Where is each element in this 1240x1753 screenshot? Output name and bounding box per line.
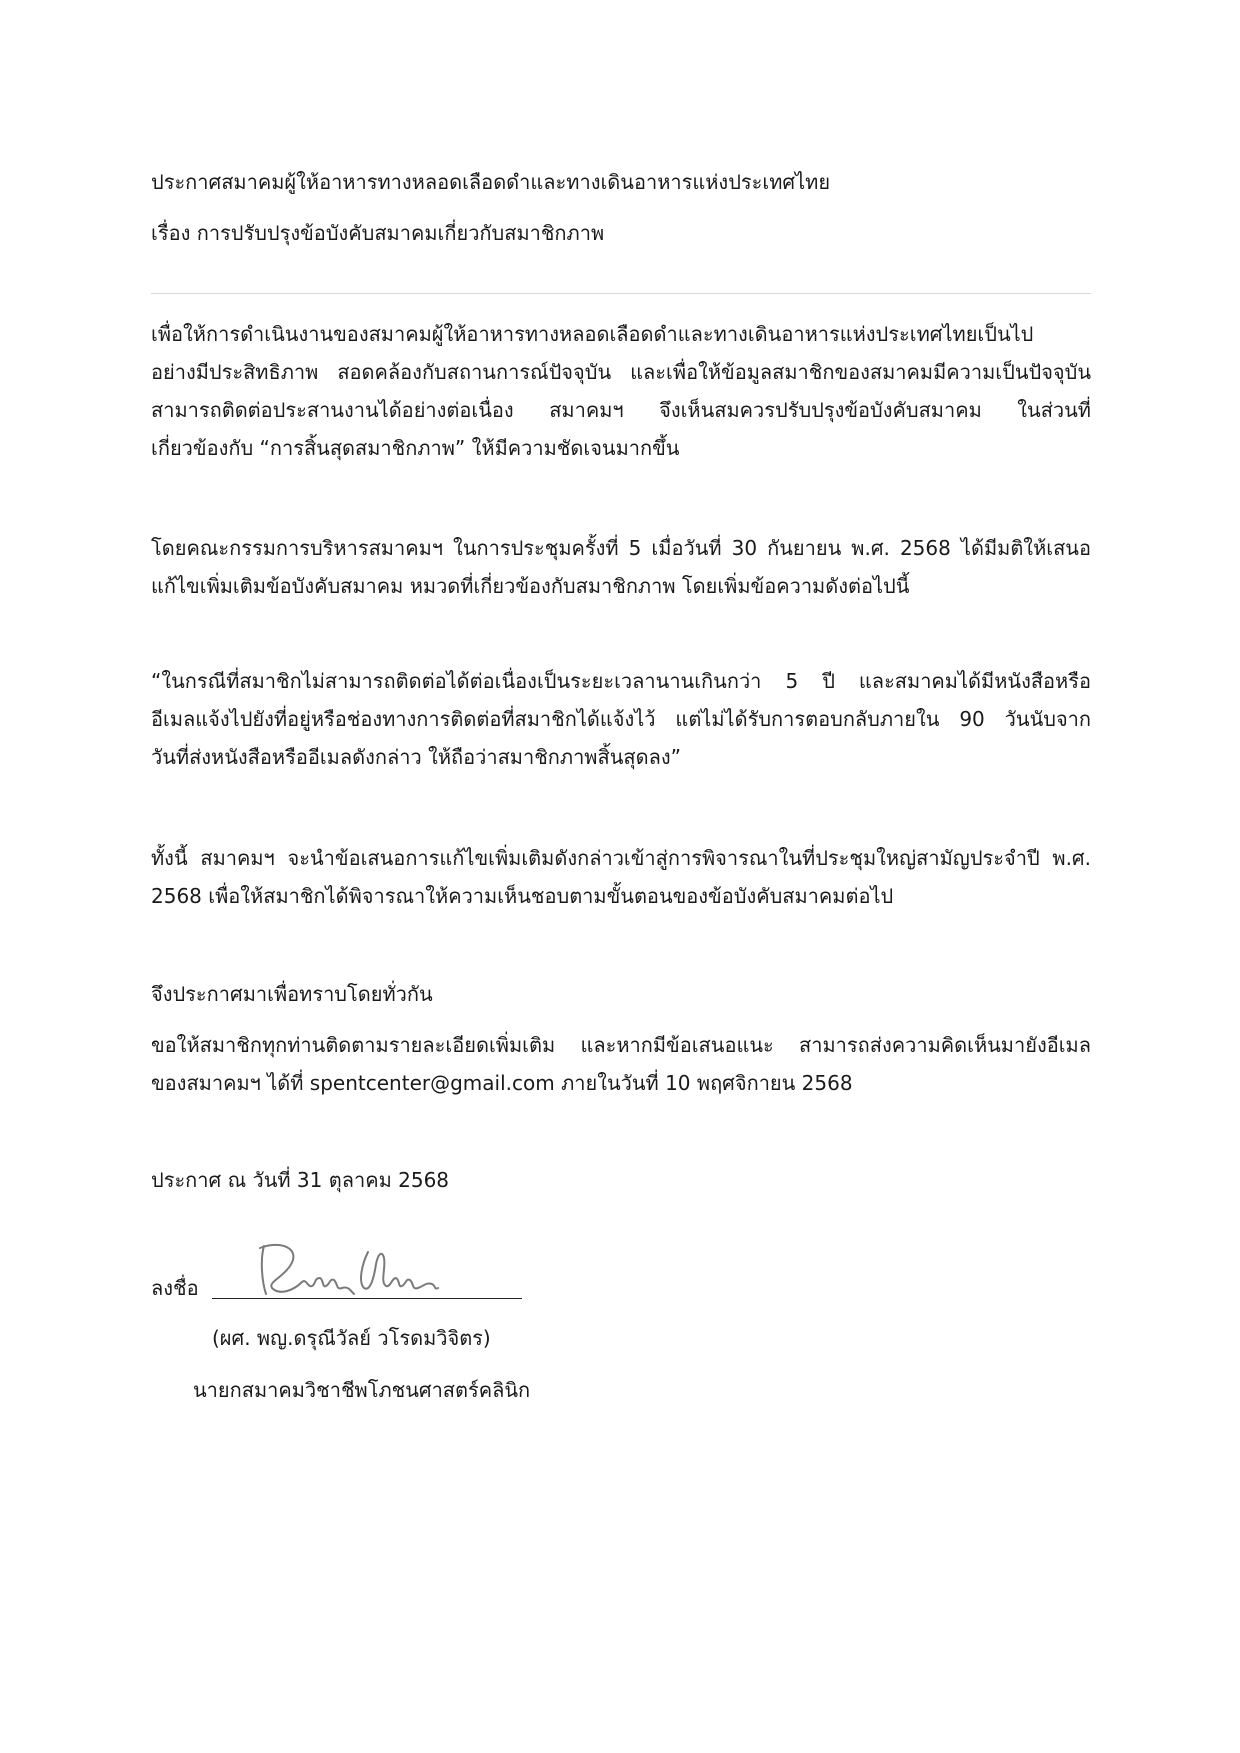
paragraph-2-line-2: แก้ไขเพิ่มเติมข้อบังคับสมาคม หมวดที่เกี่ยวข้องกับสมาชิกภาพ โดยเพิ่มข้อความดังต่อไปนี้ xyxy=(151,574,910,598)
document-title: ประกาศสมาคมผู้ให้อาหารทางหลอดเลือดดำและทางเดินอาหารแห่งประเทศไทย xyxy=(151,170,831,194)
paragraph-4-line-1: ทั้งนี้ สมาคมฯ จะนำข้อเสนอการแก้ไขเพิ่มเติมดังกล่าวเข้าสู่การพิจารณาในที่ประชุมใหญ่สามัญประจำปี พ.ศ. xyxy=(151,846,1091,870)
paragraph-2-line-1: โดยคณะกรรมการบริหารสมาคมฯ ในการประชุมครั้งที่ 5 เมื่อวันที่ 30 กันยายน พ.ศ. 2568 ได้มีมติให้เสนอ xyxy=(151,536,1091,560)
header-divider xyxy=(151,293,1091,294)
handwritten-signature xyxy=(250,1238,440,1304)
signature-line xyxy=(212,1298,522,1299)
signer-name: (ผศ. พญ.ดรุณีวัลย์ วโรดมวิจิตร) xyxy=(212,1326,491,1350)
announcement: จึงประกาศมาเพื่อทราบโดยทั่วกัน xyxy=(151,982,433,1006)
announcement-date: ประกาศ ณ วันที่ 31 ตุลาคม 2568 xyxy=(151,1168,450,1192)
paragraph-1-line-2: อย่างมีประสิทธิภาพ สอดคล้องกับสถานการณ์ปัจจุบัน และเพื่อให้ข้อมูลสมาชิกของสมาคมมีความเป็นปัจจุบัน xyxy=(151,360,1091,384)
paragraph-5-line-2: ของสมาคมฯ ได้ที่ spentcenter@gmail.com ภายในวันที่ 10 พฤศจิกายน 2568 xyxy=(151,1071,853,1095)
paragraph-4-line-2: 2568 เพื่อให้สมาชิกได้พิจารณาให้ความเห็นชอบตามขั้นตอนของข้อบังคับสมาคมต่อไป xyxy=(151,884,894,908)
quote-line-3: วันที่ส่งหนังสือหรืออีเมลดังกล่าว ให้ถือว่าสมาชิกภาพสิ้นสุดลง” xyxy=(151,745,681,769)
paragraph-5-line-1: ขอให้สมาชิกทุกท่านติดตามรายละเอียดเพิ่มเติม และหากมีข้อเสนอแนะ สามารถส่งความคิดเห็นมายังอีเมล xyxy=(151,1033,1091,1057)
paragraph-1-line-3: สามารถติดต่อประสานงานได้อย่างต่อเนื่อง สมาคมฯ จึงเห็นสมควรปรับปรุงข้อบังคับสมาคม ในส่วนที่ xyxy=(151,398,1091,422)
quote-line-1: “ในกรณีที่สมาชิกไม่สามารถติดต่อได้ต่อเนื่องเป็นระยะเวลานานเกินกว่า 5 ปี และสมาคมได้มีหนังสือหรือ xyxy=(151,669,1091,693)
signer-position: นายกสมาคมวิชาชีพโภชนศาสตร์คลินิก xyxy=(193,1378,531,1402)
paragraph-1-line-4: เกี่ยวข้องกับ “การสิ้นสุดสมาชิกภาพ” ให้มีความชัดเจนมากขึ้น xyxy=(151,436,680,460)
document-subject: เรื่อง การปรับปรุงข้อบังคับสมาคมเกี่ยวกับสมาชิกภาพ xyxy=(151,221,605,245)
paragraph-1-line-1: เพื่อให้การดำเนินงานของสมาคมผู้ให้อาหารทางหลอดเลือดดำและทางเดินอาหารแห่งประเทศไทยเป็นไป xyxy=(151,322,1034,346)
quote-line-2: อีเมลแจ้งไปยังที่อยู่หรือช่องทางการติดต่อที่สมาชิกได้แจ้งไว้ แต่ไม่ได้รับการตอบกลับภายใน 90 วันนับจาก xyxy=(151,707,1091,731)
signature-label: ลงชื่อ xyxy=(151,1276,199,1300)
